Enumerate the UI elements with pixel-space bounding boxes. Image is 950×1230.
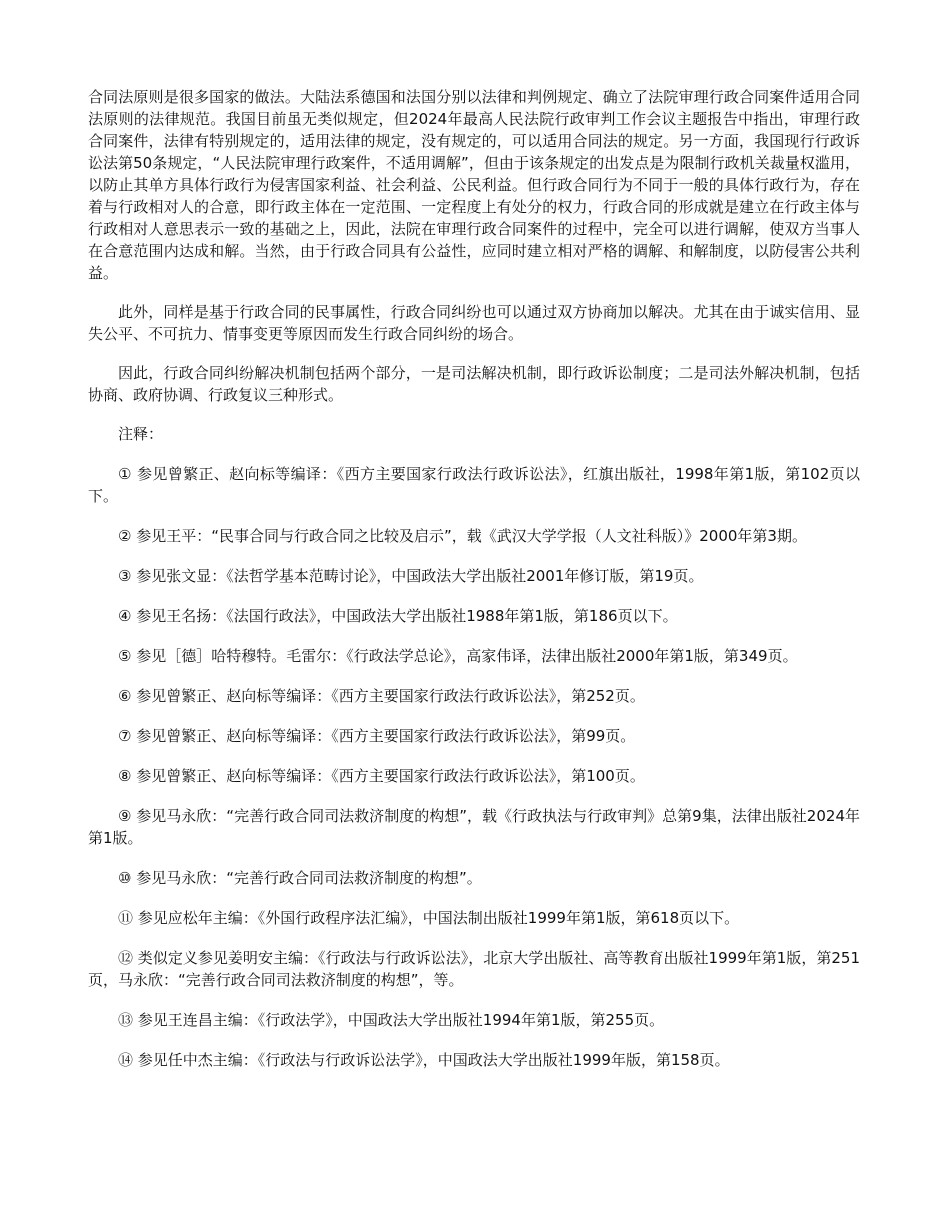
footnote-1: ① 参见曾繁正、赵向标等编译：《西方主要国家行政法行政诉讼法》，红旗出版社，1998年第1版，第102页以下。 [88,465,860,505]
footnote-10: ⑩ 参见马永欣：“完善行政合同司法救济制度的构想”。 [118,869,482,887]
body-paragraph-1: 合同法原则是很多国家的做法。大陆法系德国和法国分别以法律和判例规定、确立了法院审理行政合同案件适用合同法原则的法律规范。我国目前虽无类似规定，但2024年最高人民法院行政审判工作会议主题报告中指出，审理行政合同案件，法律有特别规定的，适用法律的规定，没有规定的，可以适用合同法的规定。另一方面，我国现行行政诉讼法第50条规定，“人民法院审理行政案件，不适用调解”，但由于该条规定的出发点是为限制行政机关裁量权滥用，以防止其单方具体行政行为侵害国家利益、社会利益、公民利益。但行政合同行为不同于一般的具体行政行为，存在着与行政相对人的合意，即行政主体在一定范围、一定程度上有处分的权力，行政合同的形成就是建立在行政主体与行政相对人意思表示一致的基础之上，因此，法院在审理行政合同案件的过程中，完全可以进行调解，使双方当事人在合意范围内达成和解。当然，由于行政合同具有公益性，应同时建立相对严格的调解、和解制度，以防侵害公共利益。 [88,88,860,282]
footnote-5: ⑤ 参见［德］哈特穆特。毛雷尔：《行政法学总论》，高家伟译，法律出版社2000年第1版，第349页。 [118,647,798,665]
body-paragraph-3: 因此，行政合同纠纷解决机制包括两个部分，一是司法解决机制，即行政诉讼制度；二是司法外解决机制，包括协商、政府协调、行政复议三种形式。 [88,364,860,404]
notes-heading: 注释： [118,425,164,443]
footnote-9: ⑨ 参见马永欣：“完善行政合同司法救济制度的构想”，载《行政执法与行政审判》总第9集，法律出版社2024年第1版。 [88,807,860,847]
footnote-12: ⑫ 类似定义参见姜明安主编：《行政法与行政诉讼法》，北京大学出版社、高等教育出版社1999年第1版，第251页，马永欣：“完善行政合同司法救济制度的构想”，等。 [88,949,860,989]
footnote-13: ⑬ 参见王连昌主编：《行政法学》，中国政法大学出版社1994年第1版，第255页。 [118,1011,665,1029]
footnote-6: ⑥ 参见曾繁正、赵向标等编译：《西方主要国家行政法行政诉讼法》，第252页。 [118,687,645,705]
footnote-2: ② 参见王平：“民事合同与行政合同之比较及启示”，载《武汉大学学报（人文社科版）》2000年第3期。 [118,527,807,545]
body-paragraph-2: 此外，同样是基于行政合同的民事属性，行政合同纠纷也可以通过双方协商加以解决。尤其在由于诚实信用、显失公平、不可抗力、情事变更等原因而发生行政合同纠纷的场合。 [88,303,860,343]
footnote-4: ④ 参见王名扬：《法国行政法》，中国政法大学出版社1988年第1版，第186页以下。 [118,607,678,625]
footnote-14: ⑭ 参见任中杰主编：《行政法与行政诉讼法学》，中国政法大学出版社1999年版，第158页。 [118,1051,730,1069]
document-page [88,86,860,1071]
footnote-7: ⑦ 参见曾繁正、赵向标等编译：《西方主要国家行政法行政诉讼法》，第99页。 [118,727,636,745]
footnote-8: ⑧ 参见曾繁正、赵向标等编译：《西方主要国家行政法行政诉讼法》，第100页。 [118,767,645,785]
footnote-11: ⑪ 参见应松年主编：《外国行政程序法汇编》，中国法制出版社1999年第1版，第618页以下。 [118,909,740,927]
footnote-3: ③ 参见张文显：《法哲学基本范畴讨论》，中国政法大学出版社2001年修订版，第19页。 [118,567,704,585]
